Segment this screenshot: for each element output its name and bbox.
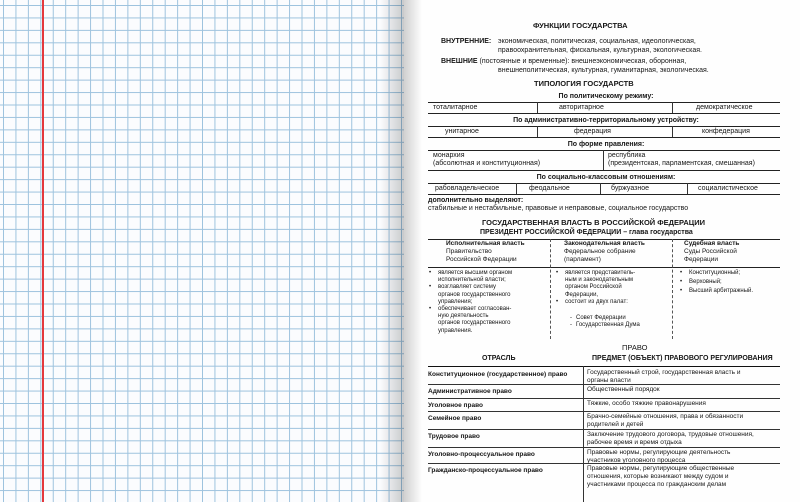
internal-line-1: экономическая, политическая, социальная, идеологическая, — [498, 38, 696, 45]
law-subject-2-0: Тяжкие, особо тяжкие правонарушения — [587, 400, 706, 407]
law-subject-3-1: родителей и детей — [587, 421, 644, 428]
law-branch-4: Трудовое право — [428, 433, 480, 440]
law-subject-6-2: участниками процесса по гражданским делам — [587, 481, 727, 488]
power-title: ГОСУДАРСТВЕННАЯ ВЛАСТЬ В РОССИЙСКОЙ ФЕДЕРАЦИИ — [482, 218, 706, 227]
branch-executive-title: Исполнительная власть — [446, 240, 525, 247]
law-branch-0: Конституционное (государственное) право — [428, 371, 568, 378]
republic-note: (президентская, парламентская, смешанная) — [608, 160, 755, 167]
social-item-2: феодальное — [529, 185, 570, 192]
internal-line-2: правоохранительная, фискальная, культурная, экологическая. — [498, 47, 702, 54]
law-subject-6-0: Правовые нормы, регулирующие общественные — [587, 465, 735, 472]
col-branch-header: ОТРАСЛЬ — [482, 355, 516, 362]
law-subject-1-0: Общественный порядок — [587, 386, 660, 393]
col-subject-header: ПРЕДМЕТ (ОБЪЕКТ) ПРАВОВОГО РЕГУЛИРОВАНИЯ — [592, 355, 773, 362]
legislative-points: • является представитель- ным и законодательным органом Российской Федерации, • состоит из двух палат: — [556, 270, 635, 306]
law-branch-1: Административное право — [428, 388, 512, 395]
law-branch-2: Уголовное право — [428, 402, 483, 409]
social-heading: По социально-классовым отношениям: — [536, 174, 676, 181]
law-subject-6-1: отношения, которые возникают между судом и — [587, 473, 729, 480]
social-item-3: буржуазное — [611, 185, 650, 192]
law-subject-5-1: участников уголовного процесса — [587, 457, 686, 464]
functions-title: ФУНКЦИИ ГОСУДАРСТВА — [533, 21, 628, 30]
reference-page: ФУНКЦИИ ГОСУДАРСТВА ВНУТРЕННИЕ: экономическая, политическая, социальная, идеологическая, правоохранительная, фискальная, культурная, экологическая. ВНЕШНИЕ (постоянные и временные): внешнеэкономическая, оборонная, внешнеполитическая, культурная, гуманитарная, экологическая. ТИПОЛОГИЯ ГОСУДАРСТВ По политическому режиму: тоталитарное авторитарное демократическое По административно-территориальному устройству: унитарное федерация конфедерация По форме правления: монархия (абсолютная и конституционная) республика (президентская, парламентская, смешанная) По социально-классовым отношениям: рабовладельческое феодальное буржуазное социалистическое дополнительно выделяют: стабильные и нестабильные, правовые и неправовые, социальное государство ГОСУДАРСТВЕННАЯ ВЛАСТЬ В РОССИЙСКОЙ ФЕДЕРАЦИИ ПРЕЗИДЕНТ РОССИЙСКОЙ ФЕДЕРАЦИИ – глава государства Исполнительная власть Правительство Российской Федерации Законодательная власть Федеральное собрание (парламент) Судебная власть Суды Российской Федерации • является высшим органом исполнительной власти; • возглавляет систему органов государственного управления; • обеспечивает согласован- ную деятельность органов государственного управления. • является представитель- ным и законодательным органом Российской Федерации, • состоит из двух палат: - Совет Федерации - Государственная Дума • Конституционный; • Верховный; • Высший арбитражный. ПРАВО ОТРАСЛЬ ПРЕДМЕТ (ОБЪЕКТ) ПРАВОВОГО РЕГУЛИРОВАНИЯ Конституционное (государственное) право Государственный строй, государственная власть и органы власти Административное право Общественный порядок Уголовное право Тяжкие, особо тяжкие правонарушения Семейное право Брачно-семейные отношения, права и обязанности родителей и детей Трудовое право Заключение трудового договора, трудовые отношения, рабочее время и время отдыха Уголовно-процессуальное право Правовые нормы, регулирующие деятельность участников уголовного процесса Гражданско-процессуальное право Правовые нормы, регулирующие общественные отношения, которые возникают между судом и участниками процесса по гражданским делам — [404, 0, 800, 502]
law-subject-0-0: Государственный строй, государственная власть и — [587, 369, 741, 376]
territorial-item-2: федерация — [574, 128, 611, 135]
regime-item-3: демократическое — [696, 104, 753, 111]
spine-shadow — [380, 0, 404, 502]
extra-heading: дополнительно выделяют: — [428, 197, 524, 204]
republic: республика — [608, 152, 646, 159]
rule-heading: По форме правления: — [567, 141, 645, 148]
parliament-chambers: - Совет Федерации - Государственная Дума — [570, 315, 640, 329]
law-branch-5: Уголовно-процессуальное право — [428, 451, 535, 458]
regime-heading: По политическому режиму: — [558, 93, 654, 100]
external-label-line: ВНЕШНИЕ (постоянные и временные): внешнеэкономическая, оборонная, — [441, 58, 687, 65]
law-branch-6: Гражданско-процессуальное право — [428, 467, 543, 474]
law-branch-3: Семейное право — [428, 415, 482, 422]
territorial-item-3: конфедерация — [702, 128, 750, 135]
executive-points: • является высшим органом исполнительной власти; • возглавляет систему органов государственного управления; • обеспечивает согласован- ную деятельность органов государственного управления. — [429, 270, 512, 335]
monarchy-note: (абсолютная и конституционная) — [433, 160, 541, 167]
social-item-1: рабовладельческое — [435, 185, 500, 192]
law-subject-4-0: Заключение трудового договора, трудовые отношения, — [587, 431, 754, 438]
branch-judicial-title: Судебная власть — [684, 240, 740, 247]
social-item-4: социалистическое — [698, 185, 758, 192]
law-title: ПРАВО — [622, 343, 648, 352]
president-line: ПРЕЗИДЕНТ РОССИЙСКОЙ ФЕДЕРАЦИИ – глава государства — [480, 229, 693, 236]
territorial-heading: По административно-территориальному устройству: — [513, 117, 699, 124]
external-line-2: внешнеполитическая, культурная, гуманитарная, экологическая. — [498, 67, 709, 74]
typology-title: ТИПОЛОГИЯ ГОСУДАРСТВ — [534, 79, 634, 88]
judicial-points: • Конституционный; • Верховный; • Высший арбитражный. — [680, 270, 753, 296]
regime-item-1: тоталитарное — [433, 104, 478, 111]
law-subject-4-1: рабочее время и время отдыха — [587, 439, 682, 446]
regime-item-2: авторитарное — [559, 104, 604, 111]
branch-legislative-title: Законодательная власть — [564, 240, 645, 247]
red-margin-line — [42, 0, 44, 502]
law-subject-0-1: органы власти — [587, 377, 631, 384]
law-subject-3-0: Брачно-семейные отношения, права и обязанности — [587, 413, 744, 420]
internal-label: ВНУТРЕННИЕ: — [441, 38, 492, 45]
law-subject-5-0: Правовые нормы, регулирующие деятельность — [587, 449, 731, 456]
extra-text: стабильные и нестабильные, правовые и неправовые, социальное государство — [428, 205, 689, 212]
monarchy: монархия — [433, 152, 465, 159]
territorial-item-1: унитарное — [445, 128, 479, 135]
